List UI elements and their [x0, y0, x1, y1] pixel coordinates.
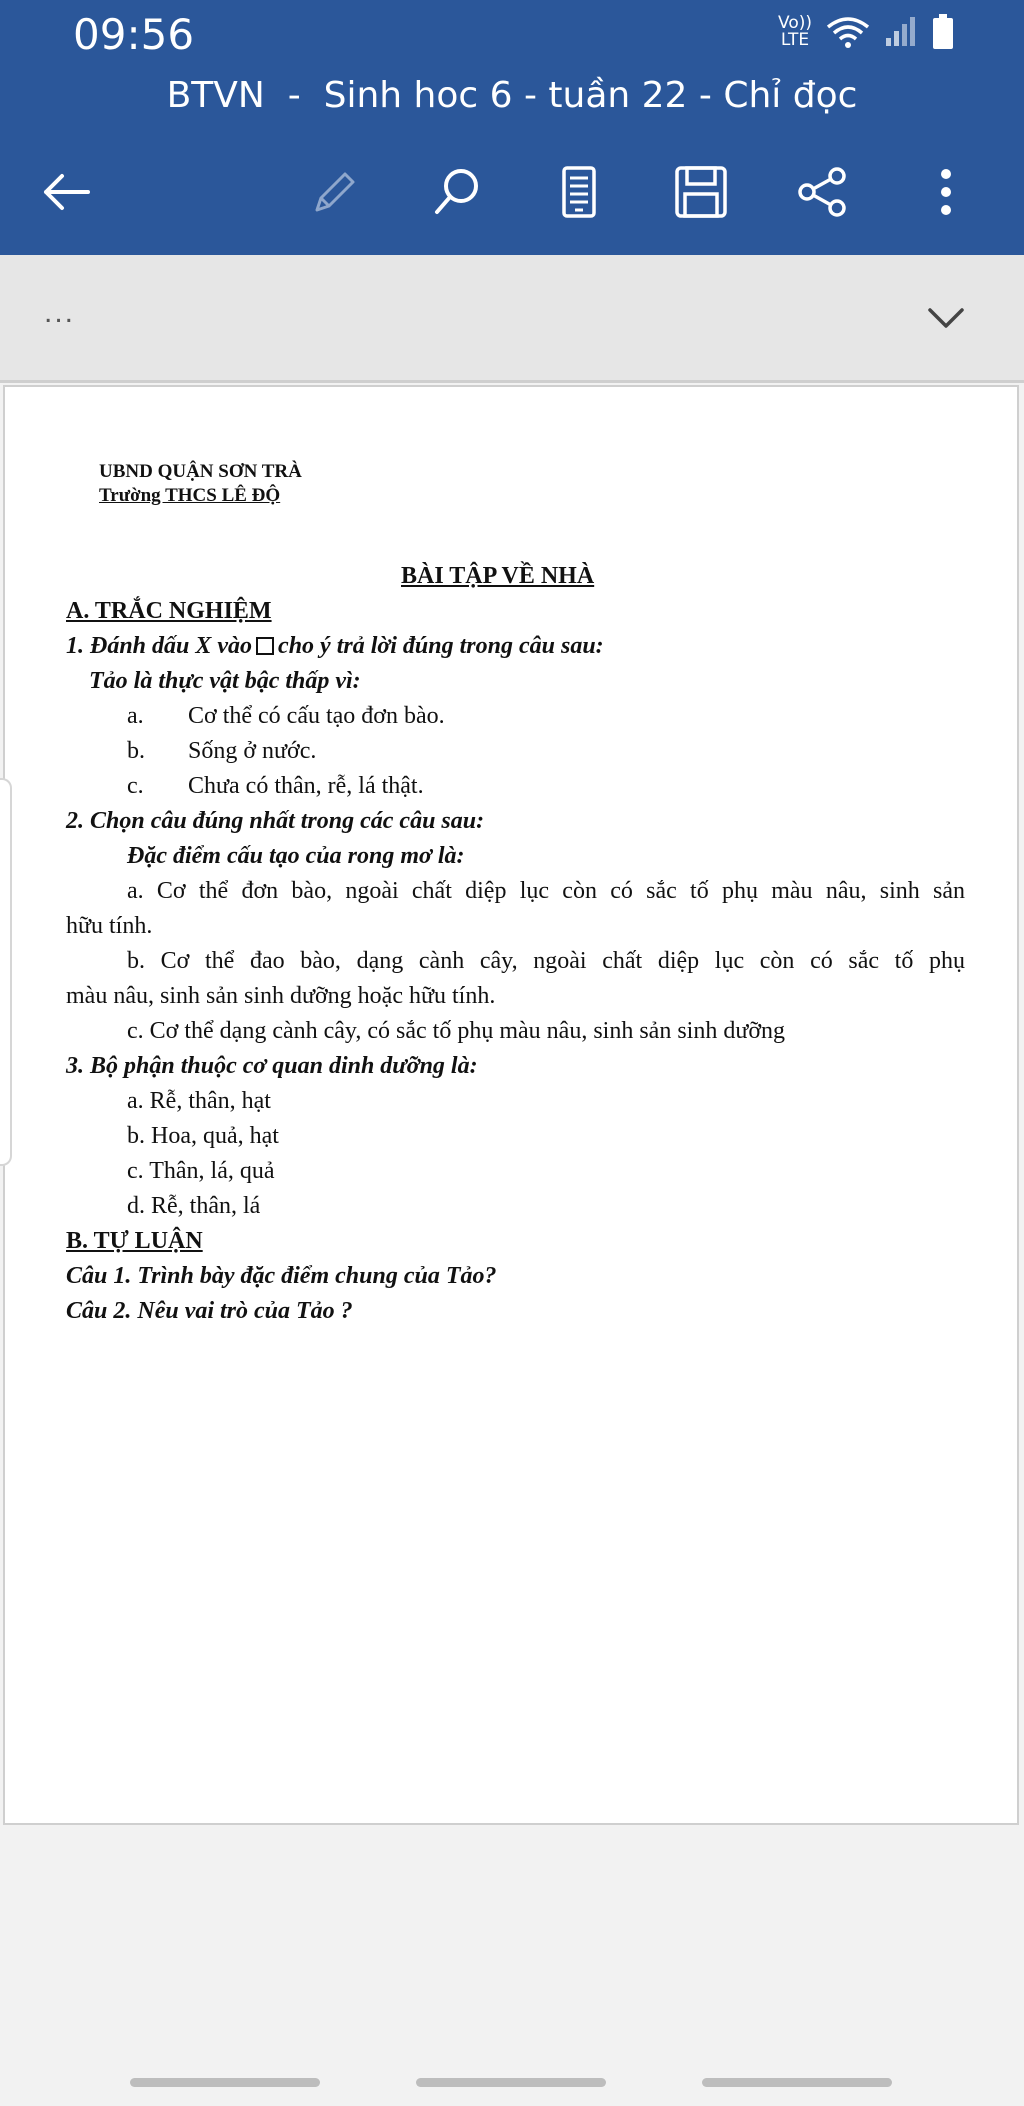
section-b-heading: B. TỰ LUẬN	[66, 1228, 203, 1254]
wifi-icon	[826, 15, 870, 49]
document-page[interactable]	[3, 385, 1019, 1825]
q3-option-b: b. Hoa, quả, hạt	[127, 1123, 279, 1149]
q1-option-c-text: Chưa có thân, rễ, lá thật.	[188, 773, 424, 799]
q2-option-b-line2: màu nâu, sinh sản sinh dưỡng hoặc hữu tính.	[66, 983, 496, 1009]
mobile-view-icon	[551, 164, 607, 220]
q2-option-a-line1: a. Cơ thể đơn bào, ngoài chất diệp lục còn có sắc tố phụ màu nâu, sinh sản	[127, 878, 965, 904]
save-icon	[673, 164, 729, 220]
question-1-stem: Tảo là thực vật bậc thấp vì:	[89, 668, 361, 694]
more-options-button[interactable]	[914, 160, 978, 224]
search-icon	[429, 164, 485, 220]
ribbon-bar	[0, 255, 1024, 383]
q1-option-b-text: Sống ở nước.	[188, 738, 317, 764]
mobile-view-button[interactable]	[547, 160, 611, 224]
status-time: 09:56	[73, 10, 195, 59]
volte-indicator: Vo)) LTE	[778, 13, 812, 50]
signal-icon	[884, 16, 918, 48]
nav-recents-button[interactable]	[130, 2078, 320, 2087]
search-button[interactable]	[425, 160, 489, 224]
share-button[interactable]	[791, 160, 855, 224]
status-icons	[778, 14, 954, 50]
back-button[interactable]	[34, 160, 98, 224]
essay-question-1: Câu 1. Trình bày đặc điểm chung của Tảo?	[66, 1263, 497, 1289]
essay-question-2: Câu 2. Nêu vai trò của Tảo ?	[66, 1298, 353, 1324]
question-2: 2. Chọn câu đúng nhất trong các câu sau:	[66, 808, 485, 834]
document-heading: BÀI TẬP VỀ NHÀ	[401, 563, 595, 589]
q3-option-c: c. Thân, lá, quả	[127, 1158, 275, 1184]
q2-option-c: c. Cơ thể dạng cành cây, có sắc tố phụ màu nâu, sinh sản sinh dưỡng	[127, 1018, 786, 1044]
q3-option-d: d. Rễ, thân, lá	[127, 1193, 261, 1219]
more-vert-icon	[918, 164, 974, 220]
app-bar	[0, 0, 1024, 255]
question-2-stem: Đặc điểm cấu tạo của rong mơ là:	[127, 843, 465, 869]
chevron-down-icon[interactable]	[924, 298, 968, 338]
school-name: Trường THCS LÊ ĐỘ	[99, 485, 281, 506]
edit-button[interactable]	[303, 160, 367, 224]
q1-option-b: b.	[127, 738, 145, 764]
ribbon-more-button[interactable]: ...	[44, 296, 76, 329]
back-arrow-icon	[38, 164, 94, 220]
battery-icon	[932, 14, 954, 50]
checkbox-icon	[256, 637, 274, 655]
q1-option-a: a.	[127, 703, 144, 729]
pencil-icon	[307, 164, 363, 220]
q2-option-b-line1: b. Cơ thể đao bào, dạng cành cây, ngoài chất diệp lục còn có sắc tố phụ	[127, 948, 965, 974]
q2-option-a-line2: hữu tính.	[66, 913, 153, 939]
section-a-heading: A. TRẮC NGHIỆM	[66, 598, 272, 624]
navigation-bar	[0, 2055, 1024, 2106]
school-district: UBND QUẬN SƠN TRÀ	[99, 461, 302, 482]
q1-option-a-text: Cơ thể có cấu tạo đơn bào.	[188, 703, 445, 729]
save-button[interactable]	[669, 160, 733, 224]
question-3: 3. Bộ phận thuộc cơ quan dinh dưỡng là:	[66, 1053, 478, 1079]
q3-option-a: a. Rễ, thân, hạt	[127, 1088, 271, 1114]
q1-option-c: c.	[127, 773, 144, 799]
document-title: BTVN - Sinh hoc 6 - tuần 22 - Chỉ đọc	[166, 75, 858, 116]
edge-panel-handle[interactable]	[0, 778, 12, 1166]
share-icon	[795, 164, 851, 220]
question-1: 1. Đánh dấu X vào cho ý trả lời đúng trong câu sau:	[66, 633, 604, 659]
nav-back-button[interactable]	[702, 2078, 892, 2087]
nav-home-button[interactable]	[416, 2078, 606, 2087]
